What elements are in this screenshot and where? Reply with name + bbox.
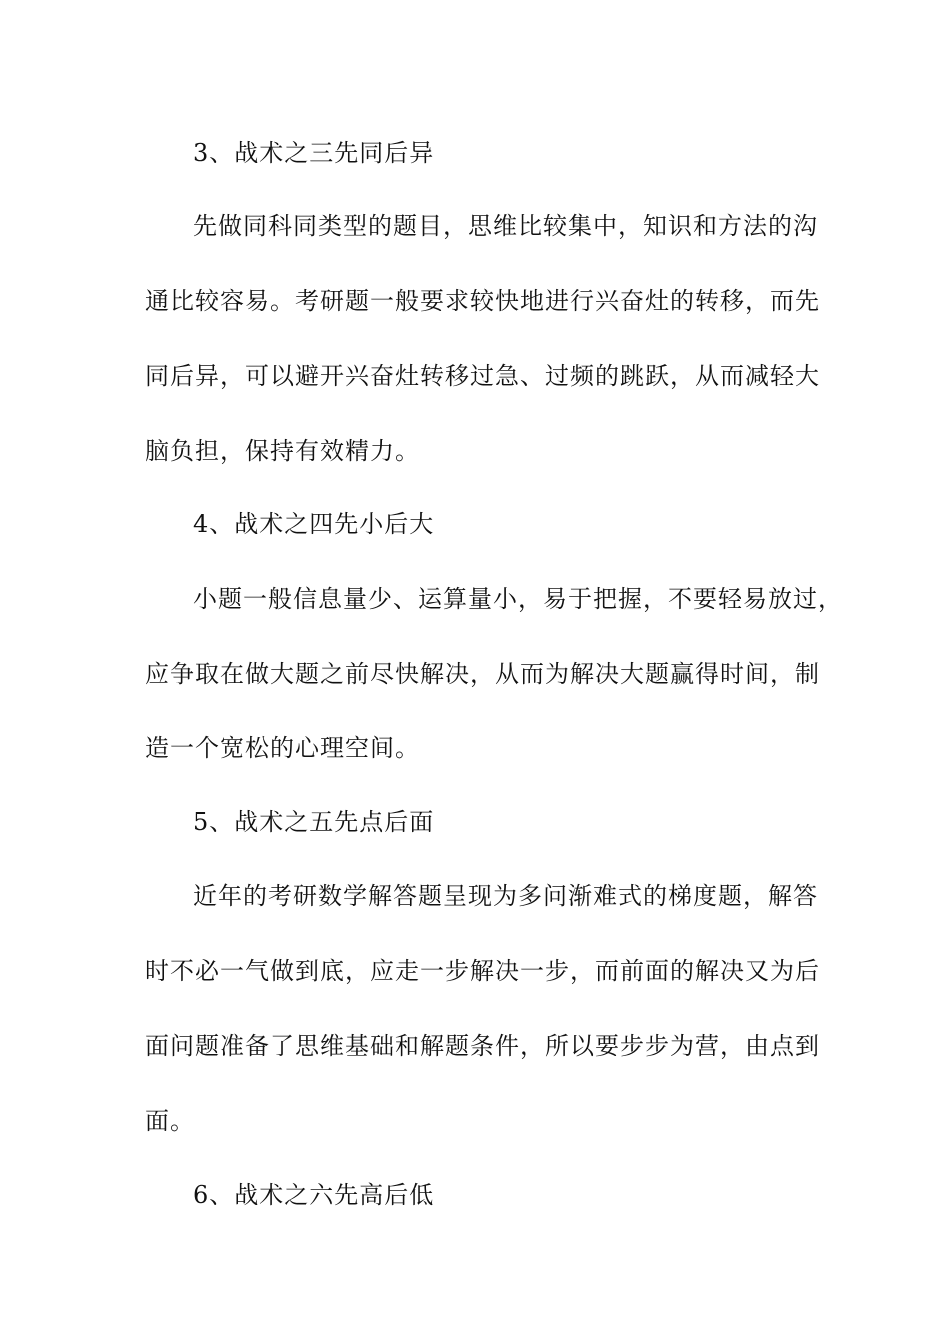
paragraph-line: 面问题准备了思维基础和解题条件，所以要步步为营，由点到 <box>145 1032 820 1060</box>
paragraph-line: 先做同科同类型的题目，思维比较集中，知识和方法的沟 <box>193 212 818 240</box>
paragraph-line: 同后异，可以避开兴奋灶转移过急、过频的跳跃，从而减轻大 <box>145 362 820 390</box>
paragraph-line: 造一个宽松的心理空间。 <box>145 734 420 762</box>
paragraph-line: 小题一般信息量少、运算量小，易于把握，不要轻易放过， <box>193 585 843 613</box>
section-heading-5: 5、战术之五先点后面 <box>193 808 435 836</box>
paragraph-line: 面。 <box>145 1107 195 1135</box>
paragraph-line: 脑负担，保持有效精力。 <box>145 437 420 465</box>
paragraph-line: 应争取在做大题之前尽快解决，从而为解决大题赢得时间，制 <box>145 660 820 688</box>
section-heading-4: 4、战术之四先小后大 <box>193 510 435 538</box>
section-heading-3: 3、战术之三先同后异 <box>193 139 435 167</box>
paragraph-line: 近年的考研数学解答题呈现为多问渐难式的梯度题，解答 <box>193 882 818 910</box>
section-heading-6: 6、战术之六先高后低 <box>193 1181 435 1209</box>
paragraph-line: 通比较容易。考研题一般要求较快地进行兴奋灶的转移，而先 <box>145 287 820 315</box>
paragraph-line: 时不必一气做到底，应走一步解决一步，而前面的解决又为后 <box>145 957 820 985</box>
